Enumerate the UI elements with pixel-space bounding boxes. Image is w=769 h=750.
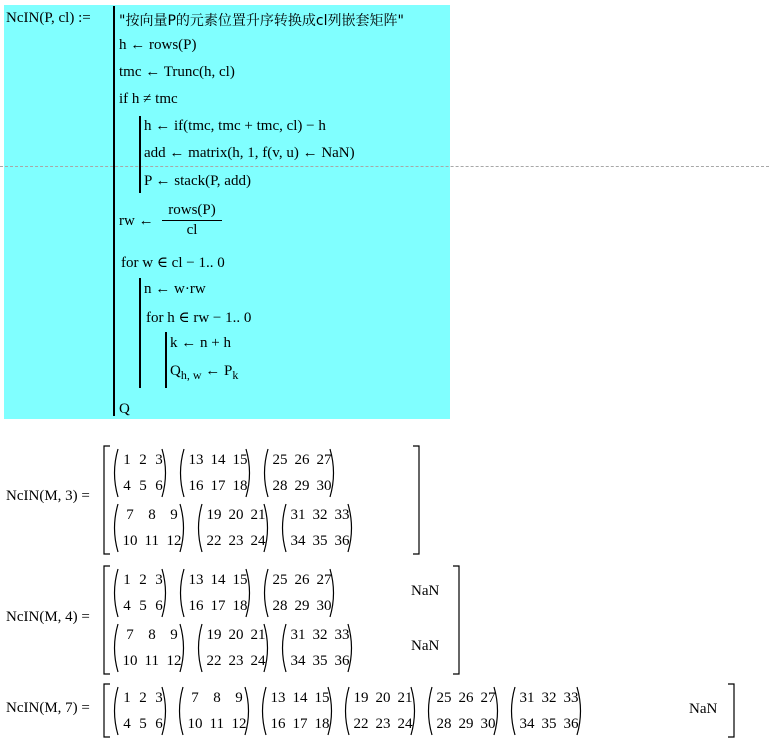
- paren-left: [111, 686, 119, 736]
- fraction-rows-over-cl: [162, 202, 222, 239]
- matrix-cell: 33: [563, 690, 579, 706]
- bracket-left: [103, 565, 110, 675]
- matrix-cell: 1: [123, 452, 131, 468]
- function-definition: NcIN(P, cl) :=: [6, 10, 91, 26]
- matrix-cell: 24: [250, 533, 266, 549]
- bracket-right: [413, 445, 420, 555]
- matrix-cell: 23: [228, 653, 244, 669]
- stmt-rows: h ← rows(P): [119, 37, 197, 53]
- matrix-cell: 4: [123, 716, 131, 732]
- matrix-cell: 1: [123, 572, 131, 588]
- stmt-trunc: tmc ← Trunc(h, cl): [119, 64, 235, 80]
- matrix-cell: 13: [188, 572, 204, 588]
- matrix-cell: 16: [188, 478, 204, 494]
- paren-right: [161, 686, 169, 736]
- matrix-cell: 24: [250, 653, 266, 669]
- matrix-cell: 21: [250, 627, 266, 643]
- matrix-cell: 9: [170, 627, 178, 643]
- fraction-denominator: cl: [186, 222, 198, 238]
- matrix-cell: 7: [126, 627, 134, 643]
- matrix-cell: 5: [139, 478, 147, 494]
- paren-left: [111, 568, 119, 618]
- matrix-cell: 36: [563, 716, 579, 732]
- matrix-cell: 7: [191, 690, 199, 706]
- paren-left: [342, 686, 350, 736]
- q-symbol: Q: [170, 363, 181, 379]
- matrix-cell: 3: [155, 572, 163, 588]
- matrix-cell: 25: [272, 572, 288, 588]
- matrix-cell: 5: [139, 716, 147, 732]
- paren-right: [179, 623, 187, 673]
- p-subscript: k: [232, 368, 239, 382]
- matrix-cell: 17: [292, 716, 308, 732]
- matrix-cell: 25: [272, 452, 288, 468]
- stmt-add: add ← matrix(h, 1, f(v, u) ← NaN): [144, 145, 355, 161]
- comment-string: "按向量P的元素位置升序转换成cl列嵌套矩阵": [119, 13, 404, 29]
- matrix-cell: 26: [458, 690, 474, 706]
- matrix-cell: 21: [250, 507, 266, 523]
- paren-left: [111, 503, 119, 553]
- matrix-cell: 32: [541, 690, 557, 706]
- paren-left: [111, 623, 119, 673]
- program-bar-for-h: [165, 332, 167, 388]
- paren-left: [176, 686, 184, 736]
- paren-right: [263, 623, 271, 673]
- matrix-cell: 31: [290, 627, 306, 643]
- matrix-cell: 13: [270, 690, 286, 706]
- matrix-cell: 29: [294, 598, 310, 614]
- matrix-cell: 20: [375, 690, 391, 706]
- paren-left: [279, 503, 287, 553]
- matrix-cell: 14: [210, 452, 226, 468]
- matrix-cell: 11: [209, 716, 224, 732]
- result-label-4: NcIN(M, 4) =: [6, 609, 90, 625]
- matrix-cell: 28: [272, 598, 288, 614]
- matrix-cell: 36: [334, 653, 350, 669]
- matrix-cell: 19: [206, 507, 222, 523]
- matrix-cell: 31: [519, 690, 535, 706]
- matrix-cell: 34: [519, 716, 535, 732]
- matrix-cell: 7: [126, 507, 134, 523]
- matrix-cell: 34: [290, 653, 306, 669]
- stmt-if: if h ≠ tmc: [119, 91, 178, 107]
- stmt-return: Q: [119, 401, 130, 417]
- matrix-cell: 22: [206, 533, 222, 549]
- matrix-cell: 21: [397, 690, 413, 706]
- result-label-7: NcIN(M, 7) =: [6, 700, 90, 716]
- matrix-cell: 28: [272, 478, 288, 494]
- paren-right: [161, 568, 169, 618]
- matrix-cell: 33: [334, 627, 350, 643]
- result-label-3: NcIN(M, 3) =: [6, 488, 90, 504]
- matrix-cell: 25: [436, 690, 452, 706]
- matrix-cell: 26: [294, 572, 310, 588]
- matrix-cell: 35: [541, 716, 557, 732]
- matrix-cell: 20: [228, 627, 244, 643]
- stmt-for-w: for w ∈ cl − 1.. 0: [121, 255, 225, 271]
- paren-right: [347, 623, 355, 673]
- stmt-h-if: h ← if(tmc, tmc + tmc, cl) − h: [144, 118, 326, 134]
- paren-left: [425, 686, 433, 736]
- paren-right: [263, 503, 271, 553]
- fraction-bar: [162, 220, 222, 221]
- matrix-cell: 6: [155, 598, 163, 614]
- paren-right: [329, 448, 337, 498]
- matrix-cell: 3: [155, 690, 163, 706]
- matrix-cell: 33: [334, 507, 350, 523]
- matrix-cell: 26: [294, 452, 310, 468]
- matrix-cell: 4: [123, 598, 131, 614]
- matrix-cell: 29: [458, 716, 474, 732]
- matrix-cell: 34: [290, 533, 306, 549]
- matrix-cell: 29: [294, 478, 310, 494]
- bracket-right: [728, 683, 735, 738]
- matrix-cell: 30: [480, 716, 496, 732]
- paren-left: [111, 448, 119, 498]
- paren-left: [177, 568, 185, 618]
- paren-left: [279, 623, 287, 673]
- matrix-cell: 2: [139, 452, 147, 468]
- paren-right: [245, 568, 253, 618]
- nan-cell: NaN: [411, 583, 440, 599]
- matrix-cell: 2: [139, 690, 147, 706]
- matrix-cell: 19: [353, 690, 369, 706]
- paren-left: [261, 568, 269, 618]
- matrix-cell: 23: [228, 533, 244, 549]
- paren-left: [508, 686, 516, 736]
- matrix-cell: 11: [144, 533, 159, 549]
- matrix-cell: 20: [228, 507, 244, 523]
- fraction-numerator: rows(P): [168, 202, 216, 218]
- assign-p: ← P: [205, 363, 233, 379]
- paren-right: [329, 568, 337, 618]
- matrix-cell: 17: [210, 478, 226, 494]
- matrix-cell: 24: [397, 716, 413, 732]
- matrix-cell: 10: [187, 716, 203, 732]
- matrix-cell: 17: [210, 598, 226, 614]
- paren-right: [347, 503, 355, 553]
- paren-left: [177, 448, 185, 498]
- matrix-cell: 35: [312, 653, 328, 669]
- matrix-cell: 9: [170, 507, 178, 523]
- stmt-for-h: for h ∈ rw − 1.. 0: [146, 310, 252, 326]
- matrix-cell: 22: [353, 716, 369, 732]
- matrix-cell: 8: [148, 507, 156, 523]
- matrix-cell: 8: [213, 690, 221, 706]
- matrix-cell: 18: [232, 598, 248, 614]
- stmt-rw: rw ←: [119, 213, 154, 229]
- matrix-cell: 22: [206, 653, 222, 669]
- stmt-k: k ← n + h: [170, 335, 231, 351]
- matrix-cell: 5: [139, 598, 147, 614]
- paren-right: [410, 686, 418, 736]
- matrix-cell: 14: [210, 572, 226, 588]
- matrix-cell: 15: [314, 690, 330, 706]
- matrix-cell: 1: [123, 690, 131, 706]
- matrix-cell: 23: [375, 716, 391, 732]
- matrix-cell: 4: [123, 478, 131, 494]
- matrix-cell: 27: [316, 452, 332, 468]
- matrix-cell: 16: [188, 598, 204, 614]
- matrix-cell: 15: [232, 572, 248, 588]
- matrix-cell: 6: [155, 716, 163, 732]
- matrix-cell: 18: [314, 716, 330, 732]
- matrix-cell: 32: [312, 507, 328, 523]
- paren-right: [245, 448, 253, 498]
- matrix-cell: 10: [122, 533, 138, 549]
- program-bar-if: [139, 116, 141, 193]
- matrix-cell: 13: [188, 452, 204, 468]
- matrix-cell: 36: [334, 533, 350, 549]
- matrix-cell: 9: [235, 690, 243, 706]
- matrix-cell: 19: [206, 627, 222, 643]
- program-bar-main: [113, 6, 115, 416]
- paren-left: [195, 623, 203, 673]
- matrix-cell: 12: [166, 533, 182, 549]
- matrix-cell: 32: [312, 627, 328, 643]
- matrix-cell: 6: [155, 478, 163, 494]
- matrix-cell: 35: [312, 533, 328, 549]
- q-subscript: h, w: [180, 368, 202, 382]
- matrix-cell: 28: [436, 716, 452, 732]
- matrix-cell: 15: [232, 452, 248, 468]
- nan-cell: NaN: [689, 701, 718, 717]
- bracket-left: [103, 445, 110, 555]
- matrix-cell: 12: [166, 653, 182, 669]
- bracket-left: [103, 683, 110, 738]
- matrix-cell: 14: [292, 690, 308, 706]
- matrix-cell: 11: [144, 653, 159, 669]
- stmt-assign-q: [170, 363, 238, 383]
- matrix-cell: 27: [480, 690, 496, 706]
- matrix-cell: 27: [316, 572, 332, 588]
- stmt-n: n ← w·rw: [144, 281, 206, 297]
- matrix-cell: 18: [232, 478, 248, 494]
- bracket-right: [453, 565, 460, 675]
- matrix-cell: 31: [290, 507, 306, 523]
- matrix-cell: 30: [316, 478, 332, 494]
- paren-right: [327, 686, 335, 736]
- matrix-cell: 2: [139, 572, 147, 588]
- matrix-cell: 16: [270, 716, 286, 732]
- stmt-stack: P ← stack(P, add): [144, 173, 251, 189]
- paren-right: [179, 503, 187, 553]
- paren-left: [195, 503, 203, 553]
- paren-left: [261, 448, 269, 498]
- paren-right: [493, 686, 501, 736]
- paren-right: [161, 448, 169, 498]
- matrix-cell: 30: [316, 598, 332, 614]
- nan-cell: NaN: [411, 638, 440, 654]
- paren-right: [576, 686, 584, 736]
- matrix-cell: 8: [148, 627, 156, 643]
- matrix-cell: 10: [122, 653, 138, 669]
- matrix-cell: 3: [155, 452, 163, 468]
- matrix-cell: 12: [231, 716, 247, 732]
- paren-left: [259, 686, 267, 736]
- program-bar-for-w: [139, 278, 141, 388]
- paren-right: [244, 686, 252, 736]
- page-break-line: [0, 166, 769, 167]
